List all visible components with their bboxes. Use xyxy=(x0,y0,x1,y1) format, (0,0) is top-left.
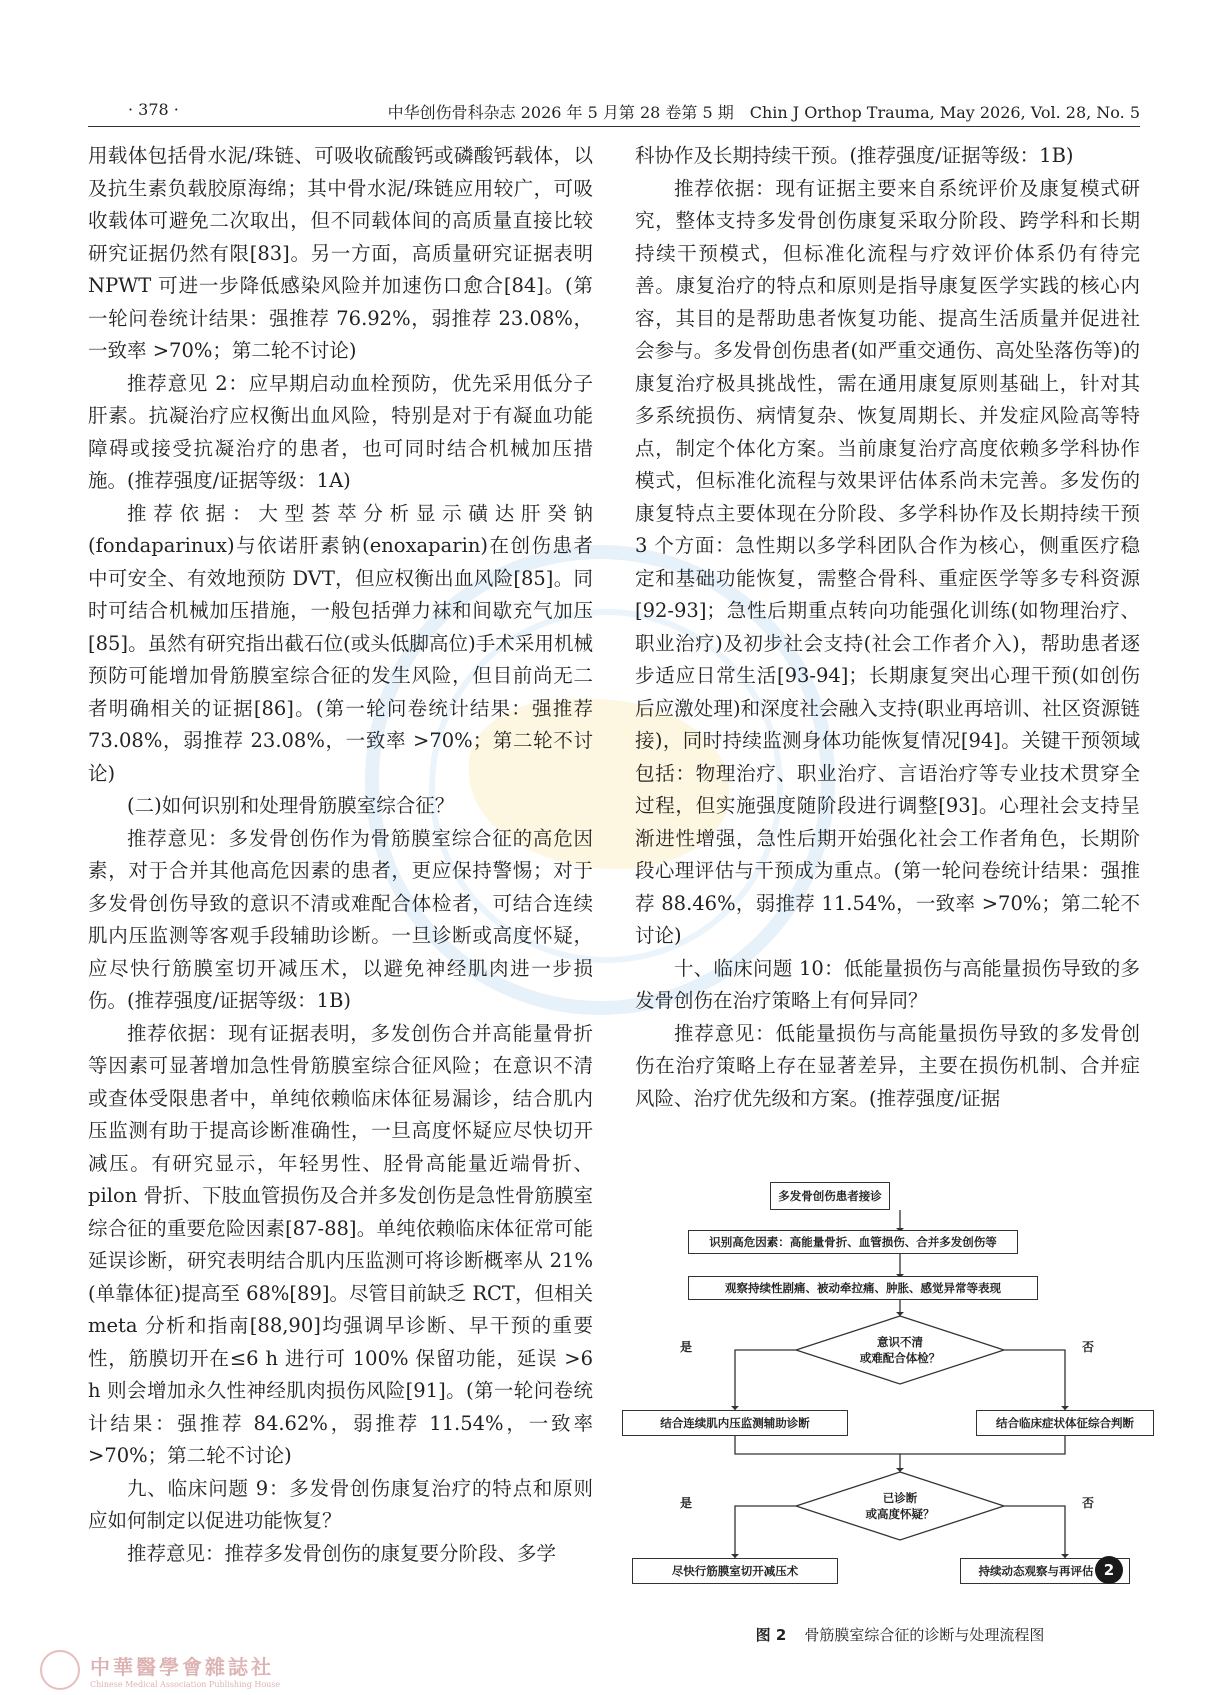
flow-no-label-2: 否 xyxy=(1082,1496,1095,1510)
paragraph: 科协作及长期持续干预。(推荐强度/证据等级：1B) xyxy=(635,144,1074,167)
section-heading: (二)如何识别和处理骨筋膜室综合征？ xyxy=(127,794,455,817)
flow-yes-label-2: 是 xyxy=(680,1496,693,1510)
right-column xyxy=(635,140,1140,1115)
paragraph: 推荐意见 2：应早期启动血栓预防，优先采用低分子肝素。抗凝治疗应权衡出血风险，特别是对于有凝血功能障碍或接受抗凝治疗的患者，也可同时结合机械加压措施。(推荐强度/证据等级：1A) xyxy=(88,371,593,492)
flow-decision-1: 意识不清 或难配合体检？ xyxy=(859,1335,941,1365)
flow-pressure-monitoring-node: 结合连续肌内压监测辅助诊断 xyxy=(622,1410,848,1436)
flow-clinical-judgment-node: 结合临床症状体征综合判断 xyxy=(976,1410,1154,1436)
flow-yes-label-1: 是 xyxy=(680,1340,693,1354)
page-header xyxy=(88,86,1140,127)
paragraph: 推荐意见：多发骨创伤作为骨筋膜室综合征的高危因素，对于合并其他高危因素的患者，更应保持警惕；对于多发骨创伤导致的意识不清或难配合体检者，可结合连续肌内压监测等客观手段辅助诊断。一旦诊断或高度怀疑，应尽快行筋膜室切开减压术，以避免神经肌肉进一步损伤。(推荐强度/证据等级：1B) xyxy=(88,826,593,1012)
section-heading: 十、临床问题 10：低能量损伤与高能量损伤导致的多发骨创伤在治疗策略上有何异同？ xyxy=(635,956,1140,1012)
paragraph: 推荐依据：大型荟萃分析显示磺达肝癸钠(fondaparinux)与依诺肝素钠(enoxaparin)在创伤患者中可安全、有效地预防 DVT，但应权衡出血风险[85]。同时可结合机械加压措施，一般包括弹力袜和间歇充气加压[85]。虽然有研究指出截石位(或头低脚高位)手术采用机械预防可能增加骨筋膜室综合征的发生风险，但目前尚无二者明确相关的证据[86]。(第一轮问卷统计结果：强推荐 73.08%，弱推荐 23.08%，一致率 >70%；第二轮不讨论) xyxy=(88,501,593,785)
flow-risk-factors-node: 识别高危因素：高能量骨折、血管损伤、合并多发创伤等 xyxy=(688,1230,1018,1254)
page-number: · 378 · xyxy=(128,100,179,119)
flow-fasciotomy-node: 尽快行筋膜室切开减压术 xyxy=(632,1558,838,1584)
flow-reassessment-node: 持续动态观察与再评估 xyxy=(960,1558,1130,1584)
flowchart-figure xyxy=(660,1178,1140,1618)
figure-caption xyxy=(660,1624,1140,1645)
paragraph: 用载体包括骨水泥/珠链、可吸收硫酸钙或磷酸钙载体，以及抗生素负载胶原海绵；其中骨水泥/珠链应用较广，可吸收载体可避免二次取出，但不同载体间的高质量直接比较研究证据仍然有限[83]。另一方面，高质量研究证据表明 NPWT 可进一步降低感染风险并加速伤口愈合[84]。(第一轮问卷统计结果：强推荐 76.92%，弱推荐 23.08%，一致率 >70%；第二轮不讨论) xyxy=(88,144,593,362)
figure-number-badge: 2 xyxy=(1095,1556,1123,1584)
publisher-footer xyxy=(40,1650,280,1690)
publisher-name: 中華醫學會雜誌社 xyxy=(90,1655,274,1679)
section-heading: 九、临床问题 9：多发骨创伤康复治疗的特点和原则应如何制定以促进功能恢复？ xyxy=(88,1476,593,1532)
flow-decision-2: 已诊断 或高度怀疑？ xyxy=(865,1491,935,1521)
flow-no-label-1: 否 xyxy=(1082,1340,1095,1354)
left-column xyxy=(88,140,593,1570)
paragraph: 推荐依据：现有证据主要来自系统评价及康复模式研究，整体支持多发骨创伤康复采取分阶段、跨学科和长期持续干预模式，但标准化流程与疗效评价体系仍有待完善。康复治疗的特点和原则是指导康复医学实践的核心内容，其目的是帮助患者恢复功能、提高生活质量并促进社会参与。多发骨创伤患者(如严重交通伤、高处坠落伤等)的康复治疗极具挑战性，需在通用康复原则基础上，针对其多系统损伤、病情复杂、恢复周期长、并发症风险高等特点，制定个体化方案。当前康复治疗高度依赖多学科协作模式，但标准化流程与效果评估体系尚未完善。多发伤的康复特点主要体现在分阶段、多学科协作及长期持续干预 3 个方面：急性期以多学科团队合作为核心，侧重医疗稳定和基础功能恢复，需整合骨科、重症医学等多专科资源[92-93]；急性后期重点转向功能强化训练(如物理治疗、职业治疗)及初步社会支持(社会工作者介入)，帮助患者逐步适应日常生活[93-94]；长期康复突出心理干预(如创伤后应激处理)和深度社会融入支持(职业再培训、社区资源链接)，同时持续监测身体功能恢复情况[94]。关键干预领域包括：物理治疗、职业治疗、言语治疗等专业技术贯穿全过程，但实施强度随阶段进行调整[93]。心理社会支持呈渐进性增强，急性后期开始强化社会工作者角色，长期阶段心理评估与干预成为重点。(第一轮问卷统计结果：强推荐 88.46%，弱推荐 11.54%，一致率 >70%；第二轮不讨论) xyxy=(635,176,1140,947)
publisher-name-en: Chinese Medical Association Publishing House xyxy=(90,1680,281,1689)
flow-observation-node: 观察持续性剧痛、被动牵拉痛、肿胀、感觉异常等表现 xyxy=(688,1276,1038,1300)
journal-citation: 中华创伤骨科杂志 2026 年 5 月第 28 卷第 5 期 Chin J Orthop Trauma, May 2026, Vol. 28, No. 5 xyxy=(387,103,1140,122)
figure-label: 图 2 xyxy=(755,1626,787,1644)
paragraph: 推荐意见：低能量损伤与高能量损伤导致的多发骨创伤在治疗策略上存在显著差异，主要在损伤机制、合并症风险、治疗优先级和方案。(推荐强度/证据 xyxy=(635,1021,1140,1110)
figure-title: 骨筋膜室综合征的诊断与处理流程图 xyxy=(804,1626,1045,1644)
paragraph: 推荐依据：现有证据表明，多发创伤合并高能量骨折等因素可显著增加急性骨筋膜室综合征风险；在意识不清或查体受限患者中，单纯依赖临床体征易漏诊，结合肌内压监测有助于提高诊断准确性，一旦高度怀疑应尽快切开减压。有研究显示，年轻男性、胫骨高能量近端骨折、pilon 骨折、下肢血管损伤及合并多发创伤是急性骨筋膜室综合征的重要危险因素[87-88]。单纯依赖临床体征常可能延误诊断，研究表明结合肌内压监测可将诊断概率从 21%(单靠体征)提高至 68%[89]。尽管目前缺乏 RCT，但相关 meta 分析和指南[88,90]均强调早诊断、早干预的重要性，筋膜切开在≤6 h 进行可 100% 保留功能，延误 >6 h 则会增加永久性神经肌肉损伤风险[91]。(第一轮问卷统计结果：强推荐 84.62%，弱推荐 11.54%，一致率 >70%；第二轮不讨论) xyxy=(88,1021,593,1467)
flow-start-node: 多发骨创伤患者接诊 xyxy=(770,1182,890,1210)
paragraph: 推荐意见：推荐多发骨创伤的康复要分阶段、多学 xyxy=(127,1541,557,1565)
publisher-logo-icon xyxy=(40,1650,80,1690)
